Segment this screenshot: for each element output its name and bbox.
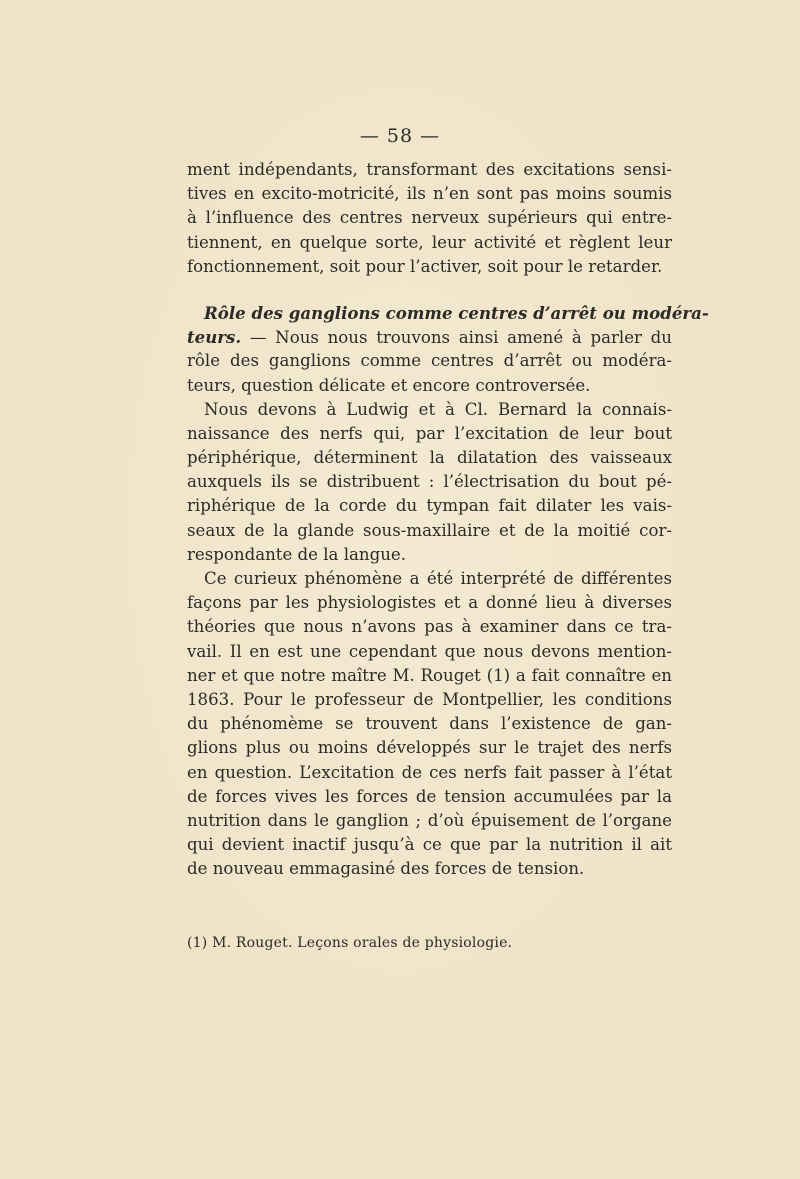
section-heading-end: teurs. (187, 327, 242, 348)
text-line: fonctionnement, soit pour l’activer, soit pour le retarder. (187, 256, 663, 276)
text-line: Ce curieux phénomène a été interprété de différentes (204, 569, 672, 588)
text-line: glions plus ou moins développés sur le trajet des nerfs (187, 738, 672, 758)
text-line: Nous devons à Ludwig et à Cl. Bernard la connais- (204, 399, 672, 419)
paragraph-1 (187, 158, 672, 279)
text-line: de nouveau emmagasiné des forces de tension. (187, 859, 585, 879)
text-line: périphérique, déterminent la dilatation des vaisseaux (187, 448, 672, 468)
text-line: ment indépendants, transformant des excitations sensi- (187, 160, 672, 179)
section-heading-line-2 (187, 325, 672, 349)
text-line: 1863. Pour le professeur de Montpellier, les conditions (187, 689, 672, 709)
text-line: teurs, question délicate et encore controversée. (187, 375, 591, 395)
section-heading (187, 301, 709, 349)
text-line: vail. Il en est une cependant que nous devons mention- (187, 641, 672, 661)
text-line: seaux de la glande sous-maxillaire et de la moitié cor- (187, 520, 672, 540)
text-line: nutrition dans le ganglion ; d’où épuisement de l’organe (187, 810, 672, 830)
text-line: de forces vives les forces de tension accumulées par la (187, 786, 672, 806)
text-line: du phénomème se trouvent dans l’existence de gan- (187, 714, 672, 734)
body-text (187, 158, 709, 881)
text-line: respondante de la langue. (187, 544, 407, 564)
text-line: naissance des nerfs qui, par l’excitation de leur bout (187, 423, 672, 443)
paragraph-3 (187, 398, 672, 567)
footnote: (1) M. Rouget. Leçons orales de physiologie. (187, 935, 513, 951)
paragraph-4 (187, 567, 672, 881)
section-heading-line: Rôle des ganglions comme centres d’arrêt ou modéra- (204, 302, 709, 323)
text-line: en question. L’excitation de ces nerfs fait passer à l’état (187, 762, 672, 782)
text-line: auxquels ils se distribuent : l’électrisation du bout pé- (187, 472, 672, 492)
section-heading-continuation: — Nous nous trouvons ainsi amené à parler du (241, 328, 672, 348)
text-line: à l’influence des centres nerveux supérieurs qui entre- (187, 208, 672, 228)
text-line: riphérique de la corde du tympan fait dilater les vais- (187, 496, 672, 516)
text-line: ner et que notre maître M. Rouget (1) a fait connaître en (187, 665, 672, 685)
text-line: tiennent, en quelque sorte, leur activité et règlent leur (187, 232, 672, 252)
text-line: qui devient inactif jusqu’à ce que par la nutrition il ait (187, 835, 672, 855)
text-line: théories que nous n’avons pas à examiner dans ce tra- (187, 617, 672, 637)
text-line: façons par les physiologistes et a donné lieu à diverses (187, 593, 672, 613)
page-number: — 58 — (359, 125, 441, 147)
paragraph-gap (187, 279, 672, 301)
text-line: tives en excito-motricité, ils n’en sont pas moins soumis (187, 184, 672, 204)
text-line: rôle des ganglions comme centres d’arrêt ou modéra- (187, 351, 672, 371)
paragraph-2 (187, 349, 672, 397)
